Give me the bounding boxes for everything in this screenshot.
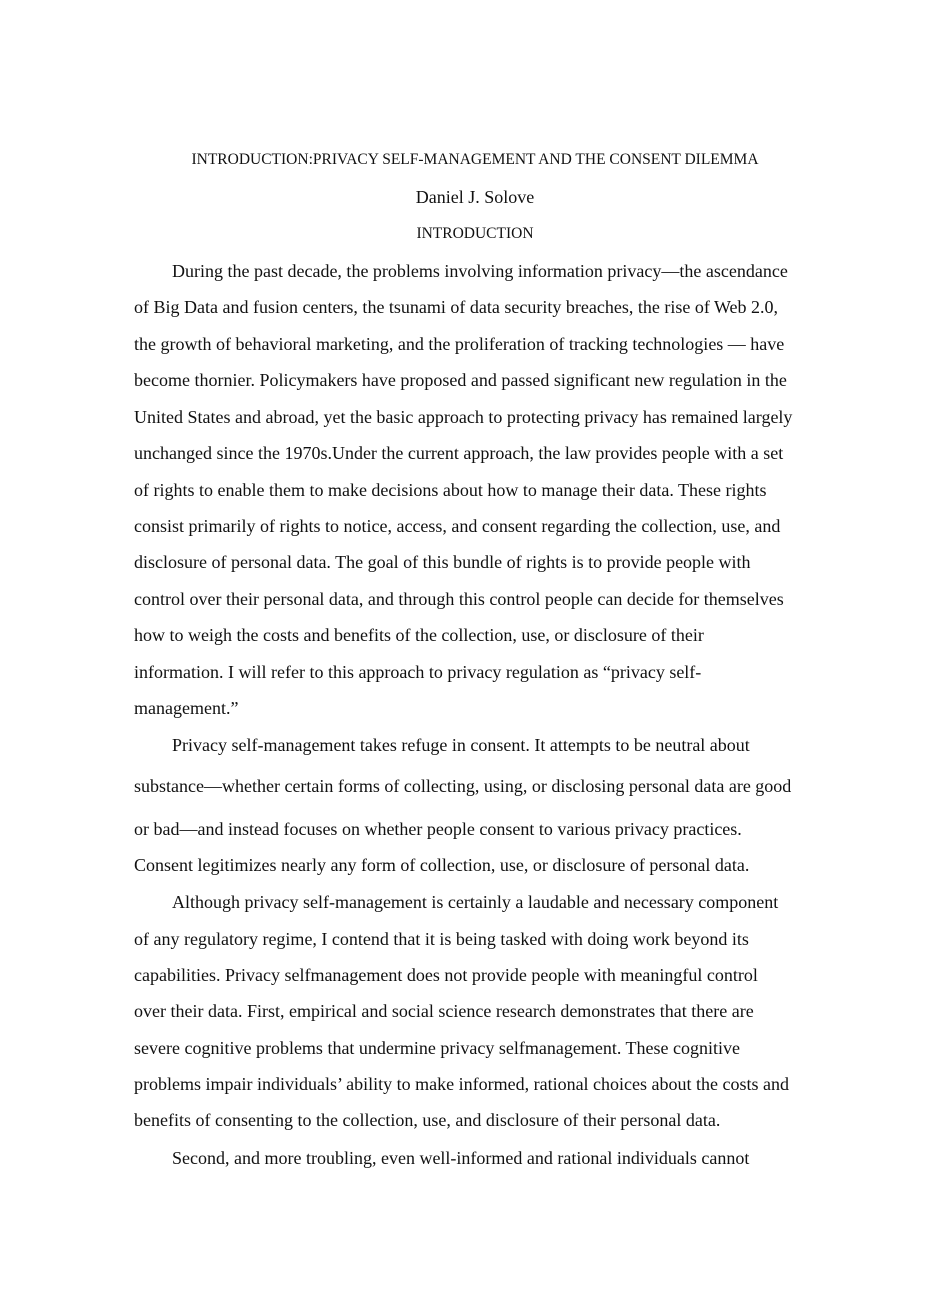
document-title: INTRODUCTION:PRIVACY SELF-MANAGEMENT AND THE CONSENT DILEMMA xyxy=(191,151,759,168)
body-line: Second, and more troubling, even well-informed and rational individuals cannot xyxy=(172,1148,750,1168)
body-line: During the past decade, the problems involving information privacy—the ascendance xyxy=(172,261,788,281)
body-line: severe cognitive problems that undermine privacy selfmanagement. These cognitive xyxy=(134,1038,740,1058)
body-line: information. I will refer to this approach to privacy regulation as “privacy self- xyxy=(134,662,702,682)
body-line: Privacy self-management takes refuge in consent. It attempts to be neutral about xyxy=(172,735,750,755)
author-name: Daniel J. Solove xyxy=(415,187,535,207)
body-line: of rights to enable them to make decisions about how to manage their data. These rights xyxy=(134,480,767,500)
body-line: of any regulatory regime, I contend that it is being tasked with doing work beyond its xyxy=(134,929,749,949)
body-line: substance—whether certain forms of collecting, using, or disclosing personal data are good xyxy=(134,776,792,796)
body-line: control over their personal data, and through this control people can decide for themselves xyxy=(134,589,784,609)
body-line: Although privacy self-management is certainly a laudable and necessary component xyxy=(172,892,779,912)
body-line: Consent legitimizes nearly any form of collection, use, or disclosure of personal data. xyxy=(134,855,750,875)
body-line: the growth of behavioral marketing, and the proliferation of tracking technologies — have xyxy=(134,334,785,354)
body-line: become thornier. Policymakers have proposed and passed significant new regulation in the xyxy=(134,370,787,390)
body-line: benefits of consenting to the collection, use, and disclosure of their personal data. xyxy=(134,1110,721,1130)
body-line: management.” xyxy=(134,698,239,718)
body-line: capabilities. Privacy selfmanagement does not provide people with meaningful control xyxy=(134,965,758,985)
body-line: United States and abroad, yet the basic approach to protecting privacy has remained largely xyxy=(134,407,793,427)
body-line: disclosure of personal data. The goal of this bundle of rights is to provide people with xyxy=(134,552,751,572)
body-line: problems impair individuals’ ability to make informed, rational choices about the costs and xyxy=(134,1074,790,1094)
body-line: of Big Data and fusion centers, the tsunami of data security breaches, the rise of Web 2.0, xyxy=(134,297,779,317)
body-line: unchanged since the 1970s.Under the current approach, the law provides people with a set xyxy=(134,443,784,463)
section-heading: INTRODUCTION xyxy=(416,225,534,242)
body-line: consist primarily of rights to notice, access, and consent regarding the collection, use, and xyxy=(134,516,781,536)
body-line: over their data. First, empirical and social science research demonstrates that there are xyxy=(134,1001,754,1021)
body-line: or bad—and instead focuses on whether people consent to various privacy practices. xyxy=(134,819,742,839)
body-line: how to weigh the costs and benefits of the collection, use, or disclosure of their xyxy=(134,625,704,645)
